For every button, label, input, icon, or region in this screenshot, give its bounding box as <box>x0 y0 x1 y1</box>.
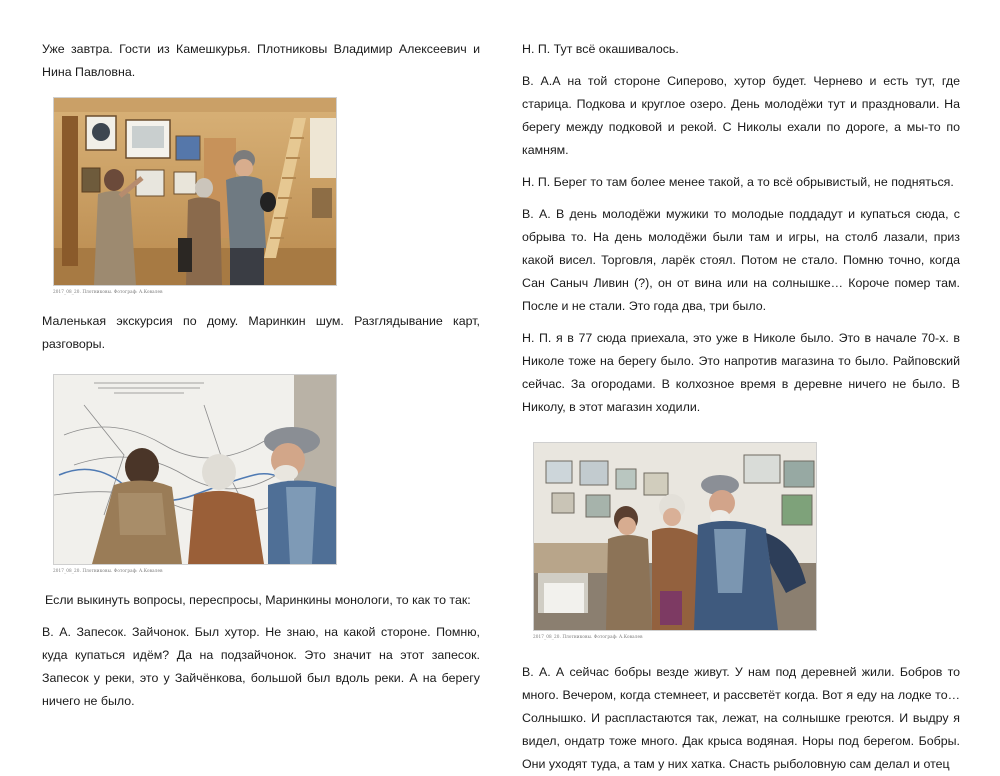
photo-house-interior <box>53 97 337 286</box>
intro-paragraph: Уже завтра. Гости из Камешкурья. Плотниковы Владимир Алексеевич и Нина Павловна. <box>42 42 480 79</box>
dialogue-p5: Н. П. я в 77 сюда приехала, это уже в Николе было. Это в начале 70-х. в Николе тоже на берегу было. Это напротив магазина то было. Райповский сейчас. За огородами. В колхозное время в деревне ничего не было. В Николу, в этот магазин ходили. <box>522 331 960 414</box>
dialogue-p4: В. А. В день молодёжи мужики то молодые поддадут и купаться сюда, с обрыва то. На день молодёжи были там и игры, на столб лазали, приз какой висел. Торговля, ларёк стоял. Потом не стало. Помню точно, когда Сан Саныч Ливин (?), он от вина или на солнышке… Короче помер там. После и не стали. Это года два, три было. <box>522 207 960 313</box>
tour-paragraph: Маленькая экскурсия по дому. Маринкин шум. Разглядывание карт, разговоры. <box>42 314 480 351</box>
photo-3-block <box>533 442 815 639</box>
left-column <box>42 38 480 713</box>
photo-2-caption: 2017_08_20. Плотниковы. Фотограф: А.Ковалев <box>53 568 163 573</box>
right-column <box>522 38 960 776</box>
photo-1-block <box>53 97 335 294</box>
dialogue-p3: Н. П. Берег то там более менее такой, а то всё обрывистый, не подняться. <box>522 175 954 189</box>
photo-2-block <box>53 374 335 573</box>
summary-paragraph: Если выкинуть вопросы, переспросы, Маринкины монологи, то как то так: <box>45 593 471 607</box>
photo-1-caption: 2017_08_20. Плотниковы. Фотограф: А.Ковалев <box>53 289 163 294</box>
photo-studio-conversation <box>533 442 817 631</box>
dialogue-p2: В. А.А на той стороне Сиперово, хутор будет. Черневo и есть тут, где старица. Подкова и круглое озеро. День молодёжи тут и праздновали. На берегу между подковой и рекой. С Николы ехали по дороге, а мы-то по камням. <box>522 74 960 157</box>
dialogue-p1: Н. П. Тут всё окашивалось. <box>522 42 679 56</box>
photo-3-caption: 2017_08_20. Плотниковы. Фотограф: А.Ковалев <box>533 634 643 639</box>
dialogue-p6: В. А. А сейчас бобры везде живут. У нам под деревней жили. Бобров то много. Вечером, когда стемнеет, и рассветёт когда. Вот я еду на лодке то… Солнышко. И распластаются так, лежат, на солнышке греются. И выдру я видел, ондатр тоже много. Дак крыса водяная. Норы под берегом. Бобры. Они уходят туда, а там у них хатка. Снасть рыболовную сам делал и отец <box>522 665 960 771</box>
dialogue-paragraph-left: В. А. Запесок. Зайчонок. Был хутор. Не знаю, на какой стороне. Помню, куда купаться идём? Да на подзайчонок. Это значит на этот запесок. Запесок у реки, это у Зайчёнкова, большой был вдоль реки. А на берегу ничего не было. <box>42 625 480 708</box>
photo-map-viewing <box>53 374 337 565</box>
